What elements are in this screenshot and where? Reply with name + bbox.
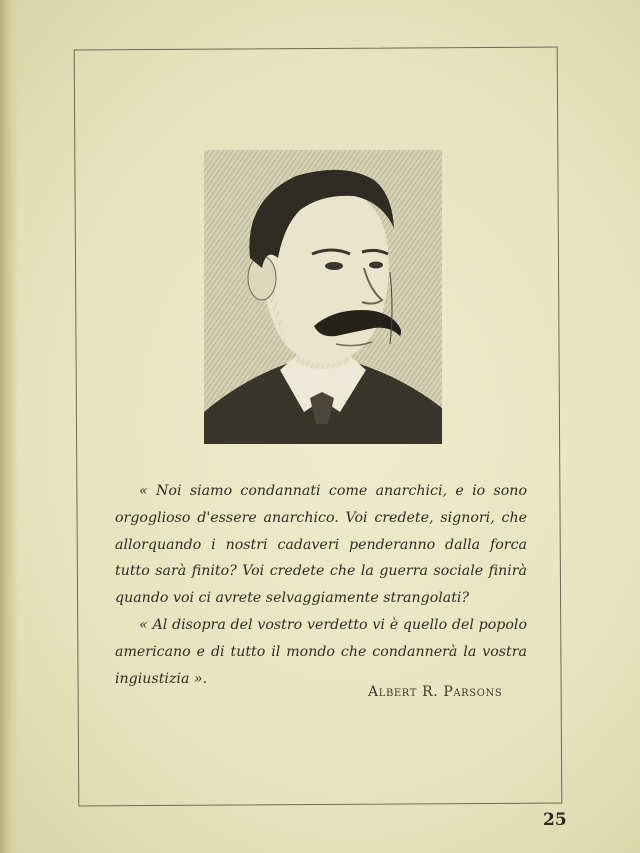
quote-author: Albert R. Parsons (368, 684, 503, 700)
book-spine-shadow (0, 0, 18, 853)
portrait-engraving (204, 150, 442, 444)
portrait-icon (204, 150, 442, 444)
quote-block (115, 478, 527, 692)
page-number: 25 (543, 810, 567, 830)
quote-paragraph-1: « Noi siamo condannati come anarchici, e io sono orgoglioso d'essere anarchico. Voi credete, signori, che allorquando i nostri cadaveri penderanno dalla forca tutto sarà finito? Voi credete che la guerra sociale finirà quando voi ci avrete selvaggiamente strangolati? (115, 483, 527, 607)
quote-paragraph-2: « Al disopra del vostro verdetto vi è quello del popolo americano e di tutto il mondo che condannerà la vostra ingiustizia ». (115, 616, 527, 687)
